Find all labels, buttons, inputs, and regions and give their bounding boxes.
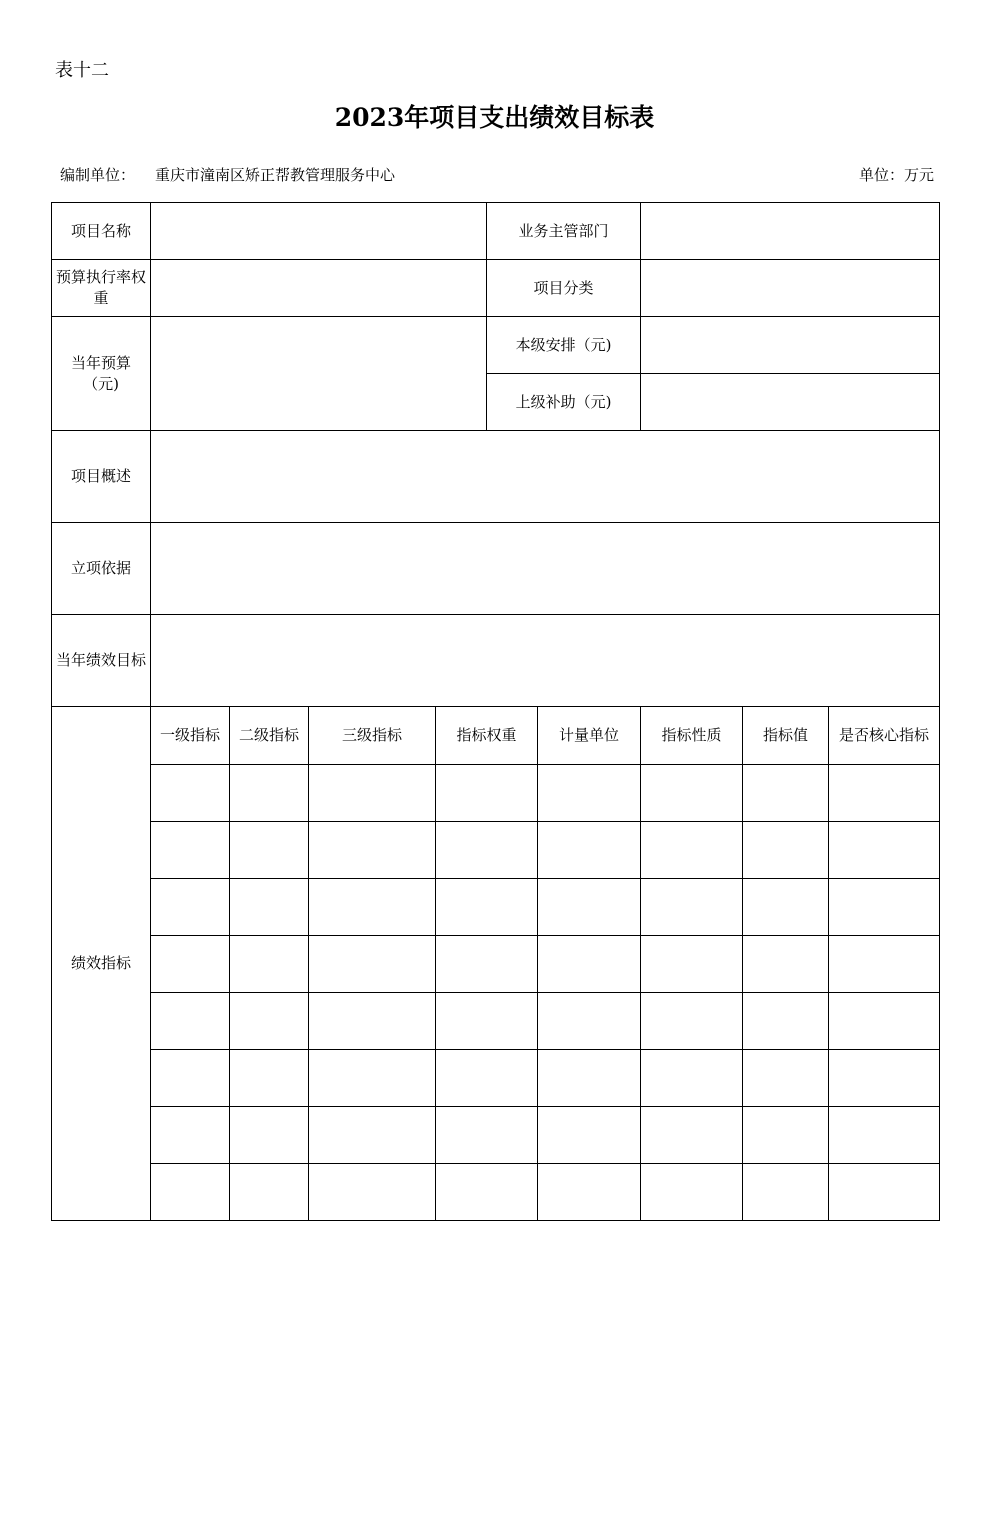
- indicator-cell[interactable]: [829, 822, 940, 879]
- row-budget-rate: [52, 260, 940, 317]
- indicator-cell[interactable]: [230, 765, 309, 822]
- field-overview[interactable]: [151, 431, 940, 523]
- indicator-cell[interactable]: [641, 1107, 743, 1164]
- indicator-cell[interactable]: [743, 1050, 829, 1107]
- row-project-name: [52, 203, 940, 260]
- label-overview: 项目概述: [52, 431, 151, 523]
- indicator-cell[interactable]: [641, 936, 743, 993]
- indicator-cell[interactable]: [538, 879, 641, 936]
- indicator-row: [52, 936, 940, 993]
- indicator-cell[interactable]: [538, 936, 641, 993]
- indicator-row: [52, 765, 940, 822]
- indicator-cell[interactable]: [436, 879, 538, 936]
- indicator-cell[interactable]: [309, 936, 436, 993]
- indicator-cell[interactable]: [829, 879, 940, 936]
- indicator-row: [52, 822, 940, 879]
- indicator-cell[interactable]: [743, 1164, 829, 1221]
- field-local-arrangement[interactable]: [641, 317, 940, 374]
- field-basis[interactable]: [151, 523, 940, 615]
- col-header: 指标权重: [436, 707, 538, 765]
- label-budget-rate: 预算执行率权重: [52, 260, 151, 317]
- indicator-cell[interactable]: [230, 1164, 309, 1221]
- indicator-cell[interactable]: [151, 936, 230, 993]
- indicator-cell[interactable]: [538, 1107, 641, 1164]
- indicator-cell[interactable]: [230, 879, 309, 936]
- indicator-cell[interactable]: [641, 765, 743, 822]
- col-header: 二级指标: [230, 707, 309, 765]
- field-project-name[interactable]: [151, 203, 487, 260]
- indicator-cell[interactable]: [436, 936, 538, 993]
- indicator-cell[interactable]: [743, 993, 829, 1050]
- indicator-cell[interactable]: [743, 765, 829, 822]
- label-annual-budget: 当年预算（元): [52, 317, 151, 431]
- label-indicators: 绩效指标: [52, 707, 151, 1221]
- label-annual-goal: 当年绩效目标: [52, 615, 151, 707]
- indicator-cell[interactable]: [309, 993, 436, 1050]
- indicator-cell[interactable]: [309, 879, 436, 936]
- indicator-cell[interactable]: [641, 993, 743, 1050]
- indicator-cell[interactable]: [641, 1050, 743, 1107]
- indicator-cell[interactable]: [151, 1107, 230, 1164]
- field-category[interactable]: [641, 260, 940, 317]
- col-header: 计量单位: [538, 707, 641, 765]
- unit-label: 单位：万元: [858, 166, 934, 184]
- indicator-cell[interactable]: [829, 1164, 940, 1221]
- table-number: 表十二: [55, 60, 109, 81]
- indicator-cell[interactable]: [641, 1164, 743, 1221]
- row-basis: [52, 523, 940, 615]
- field-dept[interactable]: [641, 203, 940, 260]
- indicator-cell[interactable]: [829, 1050, 940, 1107]
- col-header: 一级指标: [151, 707, 230, 765]
- indicator-cell[interactable]: [743, 879, 829, 936]
- indicator-cell[interactable]: [538, 1050, 641, 1107]
- indicator-cell[interactable]: [436, 1050, 538, 1107]
- indicator-cell[interactable]: [743, 822, 829, 879]
- indicator-cell[interactable]: [151, 1164, 230, 1221]
- indicator-cell[interactable]: [309, 822, 436, 879]
- field-budget-rate[interactable]: [151, 260, 487, 317]
- col-header: 是否核心指标: [829, 707, 940, 765]
- row-annual-budget: [52, 317, 940, 374]
- page-title: 2023年项目支出绩效目标表: [334, 103, 655, 132]
- field-annual-budget[interactable]: [151, 317, 487, 431]
- indicator-cell[interactable]: [230, 822, 309, 879]
- org-label: 编制单位：: [60, 166, 136, 184]
- indicator-cell[interactable]: [309, 1107, 436, 1164]
- indicator-cell[interactable]: [151, 822, 230, 879]
- indicator-cell[interactable]: [743, 936, 829, 993]
- indicator-cell[interactable]: [829, 936, 940, 993]
- indicator-cell[interactable]: [641, 879, 743, 936]
- indicator-cell[interactable]: [829, 765, 940, 822]
- indicator-cell[interactable]: [151, 765, 230, 822]
- row-annual-goal: [52, 615, 940, 707]
- org-name: 重庆市潼南区矫正帮教管理服务中心: [155, 166, 396, 184]
- indicator-header-row: [52, 707, 940, 765]
- indicator-cell[interactable]: [230, 993, 309, 1050]
- indicator-cell[interactable]: [538, 822, 641, 879]
- indicator-row: [52, 1107, 940, 1164]
- indicator-cell[interactable]: [436, 765, 538, 822]
- indicator-cell[interactable]: [538, 1164, 641, 1221]
- field-upper-subsidy[interactable]: [641, 374, 940, 431]
- label-local-arrangement: 本级安排（元): [487, 317, 641, 374]
- indicator-cell[interactable]: [436, 1164, 538, 1221]
- performance-form-table: [51, 202, 940, 1221]
- indicator-cell[interactable]: [829, 993, 940, 1050]
- label-upper-subsidy: 上级补助（元): [487, 374, 641, 431]
- indicator-cell[interactable]: [829, 1107, 940, 1164]
- row-overview: [52, 431, 940, 523]
- label-dept: 业务主管部门: [487, 203, 641, 260]
- indicator-row: [52, 879, 940, 936]
- indicator-cell[interactable]: [230, 936, 309, 993]
- indicator-cell[interactable]: [309, 765, 436, 822]
- indicator-cell[interactable]: [151, 1050, 230, 1107]
- label-category: 项目分类: [487, 260, 641, 317]
- label-project-name: 项目名称: [52, 203, 151, 260]
- indicator-cell[interactable]: [309, 1164, 436, 1221]
- field-annual-goal[interactable]: [151, 615, 940, 707]
- indicator-cell[interactable]: [538, 765, 641, 822]
- indicator-cell[interactable]: [641, 822, 743, 879]
- indicator-row: [52, 1164, 940, 1221]
- col-header: 三级指标: [309, 707, 436, 765]
- indicator-cell[interactable]: [436, 1107, 538, 1164]
- indicator-cell[interactable]: [230, 1107, 309, 1164]
- indicator-cell[interactable]: [538, 993, 641, 1050]
- indicator-cell[interactable]: [230, 1050, 309, 1107]
- indicator-cell[interactable]: [151, 879, 230, 936]
- indicator-row: [52, 993, 940, 1050]
- col-header: 指标性质: [641, 707, 743, 765]
- label-basis: 立项依据: [52, 523, 151, 615]
- indicator-cell[interactable]: [309, 1050, 436, 1107]
- indicator-cell[interactable]: [151, 993, 230, 1050]
- indicator-cell[interactable]: [743, 1107, 829, 1164]
- indicator-cell[interactable]: [436, 822, 538, 879]
- col-header: 指标值: [743, 707, 829, 765]
- indicator-cell[interactable]: [436, 993, 538, 1050]
- indicator-row: [52, 1050, 940, 1107]
